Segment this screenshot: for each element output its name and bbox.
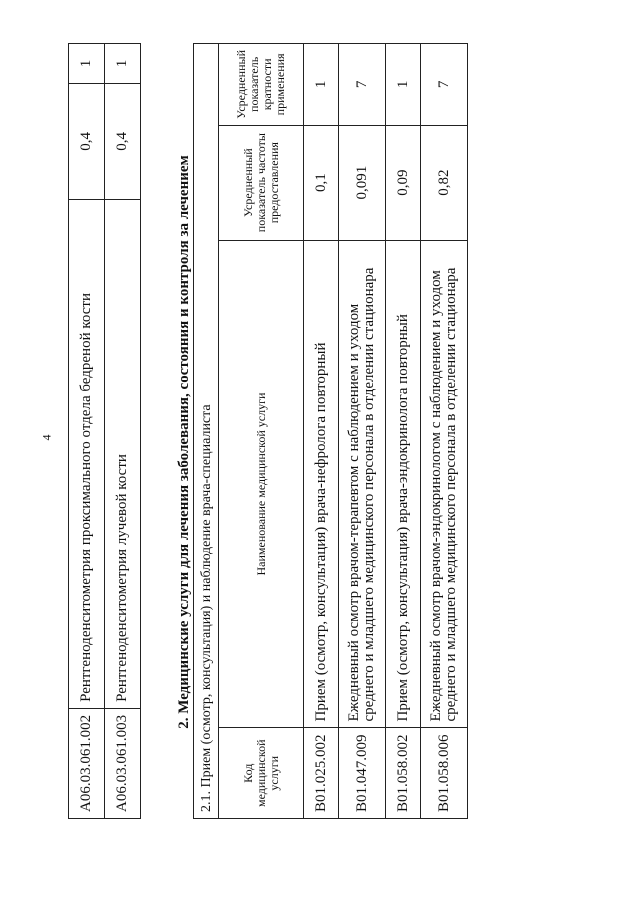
service-name: Прием (осмотр, консультация) врача-нефролога повторный xyxy=(304,240,339,728)
specialist-services-table xyxy=(193,43,468,819)
multiplicity-value: 1 xyxy=(304,44,339,126)
multiplicity-value: 7 xyxy=(421,44,468,126)
table-row xyxy=(105,44,141,819)
service-code: B01.025.002 xyxy=(304,728,339,819)
table-row xyxy=(386,44,421,819)
service-code: A06.03.061.003 xyxy=(105,708,141,818)
table-header-row xyxy=(219,44,304,819)
page-number: 4 xyxy=(39,434,54,441)
service-name: Прием (осмотр, консультация) врача-эндокринолога повторный xyxy=(386,240,421,728)
multiplicity-value: 1 xyxy=(69,44,105,84)
frequency-value: 0,4 xyxy=(105,83,141,199)
service-name: Ежедневный осмотр врачом-терапевтом с наблюдением и уходом среднего и младшего медицинского персонала в отделении стационара xyxy=(339,240,386,728)
subsection-row xyxy=(194,44,219,819)
frequency-value: 0,82 xyxy=(421,125,468,240)
service-code: B01.058.002 xyxy=(386,728,421,819)
column-header-name: Наименование медицинской услуги xyxy=(219,240,304,728)
subsection-title: 2.1. Прием (осмотр, консультация) и наблюдение врача-специалиста xyxy=(194,44,219,819)
service-code: A06.03.061.002 xyxy=(69,708,105,818)
service-name: Ежедневный осмотр врачом-эндокринологом с наблюдением и уходом среднего и младшего медицинского персонала в отделении стационара xyxy=(421,240,468,728)
table-row xyxy=(69,44,105,819)
frequency-value: 0,4 xyxy=(69,83,105,199)
frequency-value: 0,091 xyxy=(339,125,386,240)
service-name: Рентгеноденситометрия лучевой кости xyxy=(105,199,141,708)
service-code: B01.058.006 xyxy=(421,728,468,819)
service-name: Рентгеноденситометрия проксимального отдела бедреной кости xyxy=(69,199,105,708)
table-row xyxy=(421,44,468,819)
frequency-value: 0,1 xyxy=(304,125,339,240)
continued-services-table xyxy=(68,43,141,819)
column-header-multiplicity: Усредненный показатель кратности применения xyxy=(219,44,304,126)
section-title: 2. Медицинские услуги для лечения заболевания, состояния и контроля за лечением xyxy=(176,155,192,729)
frequency-value: 0,09 xyxy=(386,125,421,240)
multiplicity-value: 1 xyxy=(386,44,421,126)
column-header-code: Код медицинской услуги xyxy=(219,728,304,819)
table-row xyxy=(304,44,339,819)
service-code: B01.047.009 xyxy=(339,728,386,819)
multiplicity-value: 1 xyxy=(105,44,141,84)
multiplicity-value: 7 xyxy=(339,44,386,126)
column-header-frequency: Усредненный показатель частоты предоставления xyxy=(219,125,304,240)
table-row xyxy=(339,44,386,819)
